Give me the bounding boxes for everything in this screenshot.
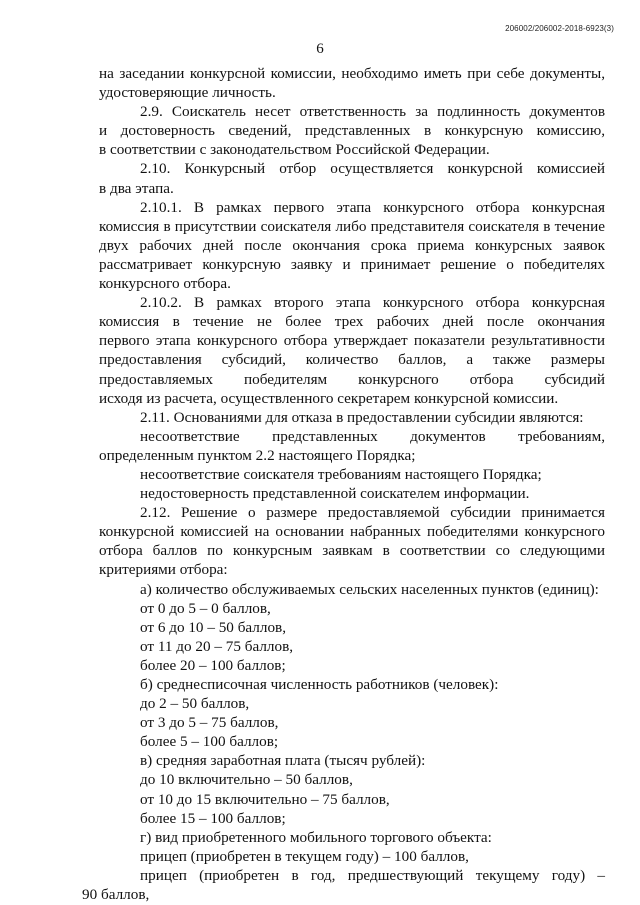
text-line: предоставления субсидий, количество баллов, а также размеры [99,351,605,369]
text-line: и достоверность сведений, представленных в конкурсную комиссию, [99,122,605,140]
text-line: в два этапа. [99,179,174,197]
paragraph-2-12: 2.12. Решение о размере предоставляемой субсидии принимается [140,504,605,522]
list-item: более 15 – 100 баллов; [140,809,286,827]
text-line: на заседании конкурсной комиссии, необходимо иметь при себе документы, [99,65,605,82]
criterion-a: а) количество обслуживаемых сельских населенных пунктов (единиц): [140,580,599,598]
document-body [82,64,605,904]
document-code: 206002/206002-2018-6923(3) [505,24,614,33]
text-line: исходя из расчета, осуществленного секретарем конкурсной комиссии. [99,389,559,407]
list-item: от 0 до 5 – 0 баллов, [140,599,271,617]
paragraph-2-10: 2.10. Конкурсный отбор осуществляется конкурсной комиссией [140,160,605,178]
text-line: конкурсного отбора. [99,275,231,293]
list-item: более 20 – 100 баллов; [140,656,286,674]
text-line: предоставляемых победителям конкурсного отбора субсидий [99,370,605,388]
list-item: несоответствие представленных документов требованиям, [140,427,605,445]
page-number: 6 [316,41,324,57]
list-item: прицеп (приобретен в текущем году) – 100 баллов, [140,847,469,865]
paragraph-2-10-1: 2.10.1. В рамках первого этапа конкурсного отбора конкурсная [140,198,605,216]
text-line: удостоверяющие личность. [99,84,276,102]
list-item: до 2 – 50 баллов, [140,695,250,713]
list-item: от 6 до 10 – 50 баллов, [140,618,287,636]
paragraph-2-9: 2.9. Соискатель несет ответственность за подлинность документов [140,103,605,121]
list-item: от 3 до 5 – 75 баллов, [140,714,279,732]
criterion-v: в) средняя заработная плата (тысяч рублей): [140,752,426,770]
text-line: комиссия в присутствии соискателя либо представителя соискателя в течение [99,217,605,235]
paragraph-2-11: 2.11. Основаниями для отказа в предоставлении субсидии являются: [140,408,584,426]
text-line: 90 баллов, [82,886,150,904]
list-item: несоответствие соискателя требованиям настоящего Порядка; [140,465,542,483]
text-line: определенным пунктом 2.2 настоящего Порядка; [99,446,416,464]
list-item: прицеп (приобретен в год, предшествующий текущему году) – [140,866,605,884]
text-line: первого этапа конкурсного отбора утверждает показатели результативности [99,332,605,350]
text-line: отбора баллов по конкурсным заявкам в соответствии со следующими [99,542,605,560]
list-item: недостоверность представленной соискателем информации. [140,485,530,503]
list-item: до 10 включительно – 50 баллов, [140,771,353,789]
criterion-b: б) среднесписочная численность работников (человек): [140,676,499,693]
text-line: рассматривает конкурсную заявку и принимает решение о победителях [99,255,605,273]
list-item: от 10 до 15 включительно – 75 баллов, [140,790,390,808]
list-item: более 5 – 100 баллов; [140,733,279,751]
text-line: комиссия в течение не более трех рабочих дней после окончания [99,313,605,331]
text-line: двух рабочих дней после окончания срока приема конкурсных заявок [99,236,605,254]
text-line: критериями отбора: [99,561,228,579]
criterion-g: г) вид приобретенного мобильного торгового объекта: [140,828,492,846]
text-line: конкурсной комиссией на основании набранных победителями конкурсного [99,523,605,541]
text-line: в соответствии с законодательством Российской Федерации. [99,141,490,159]
list-item: от 11 до 20 – 75 баллов, [140,637,294,655]
paragraph-2-10-2: 2.10.2. В рамках второго этапа конкурсного отбора конкурсная [140,294,605,312]
